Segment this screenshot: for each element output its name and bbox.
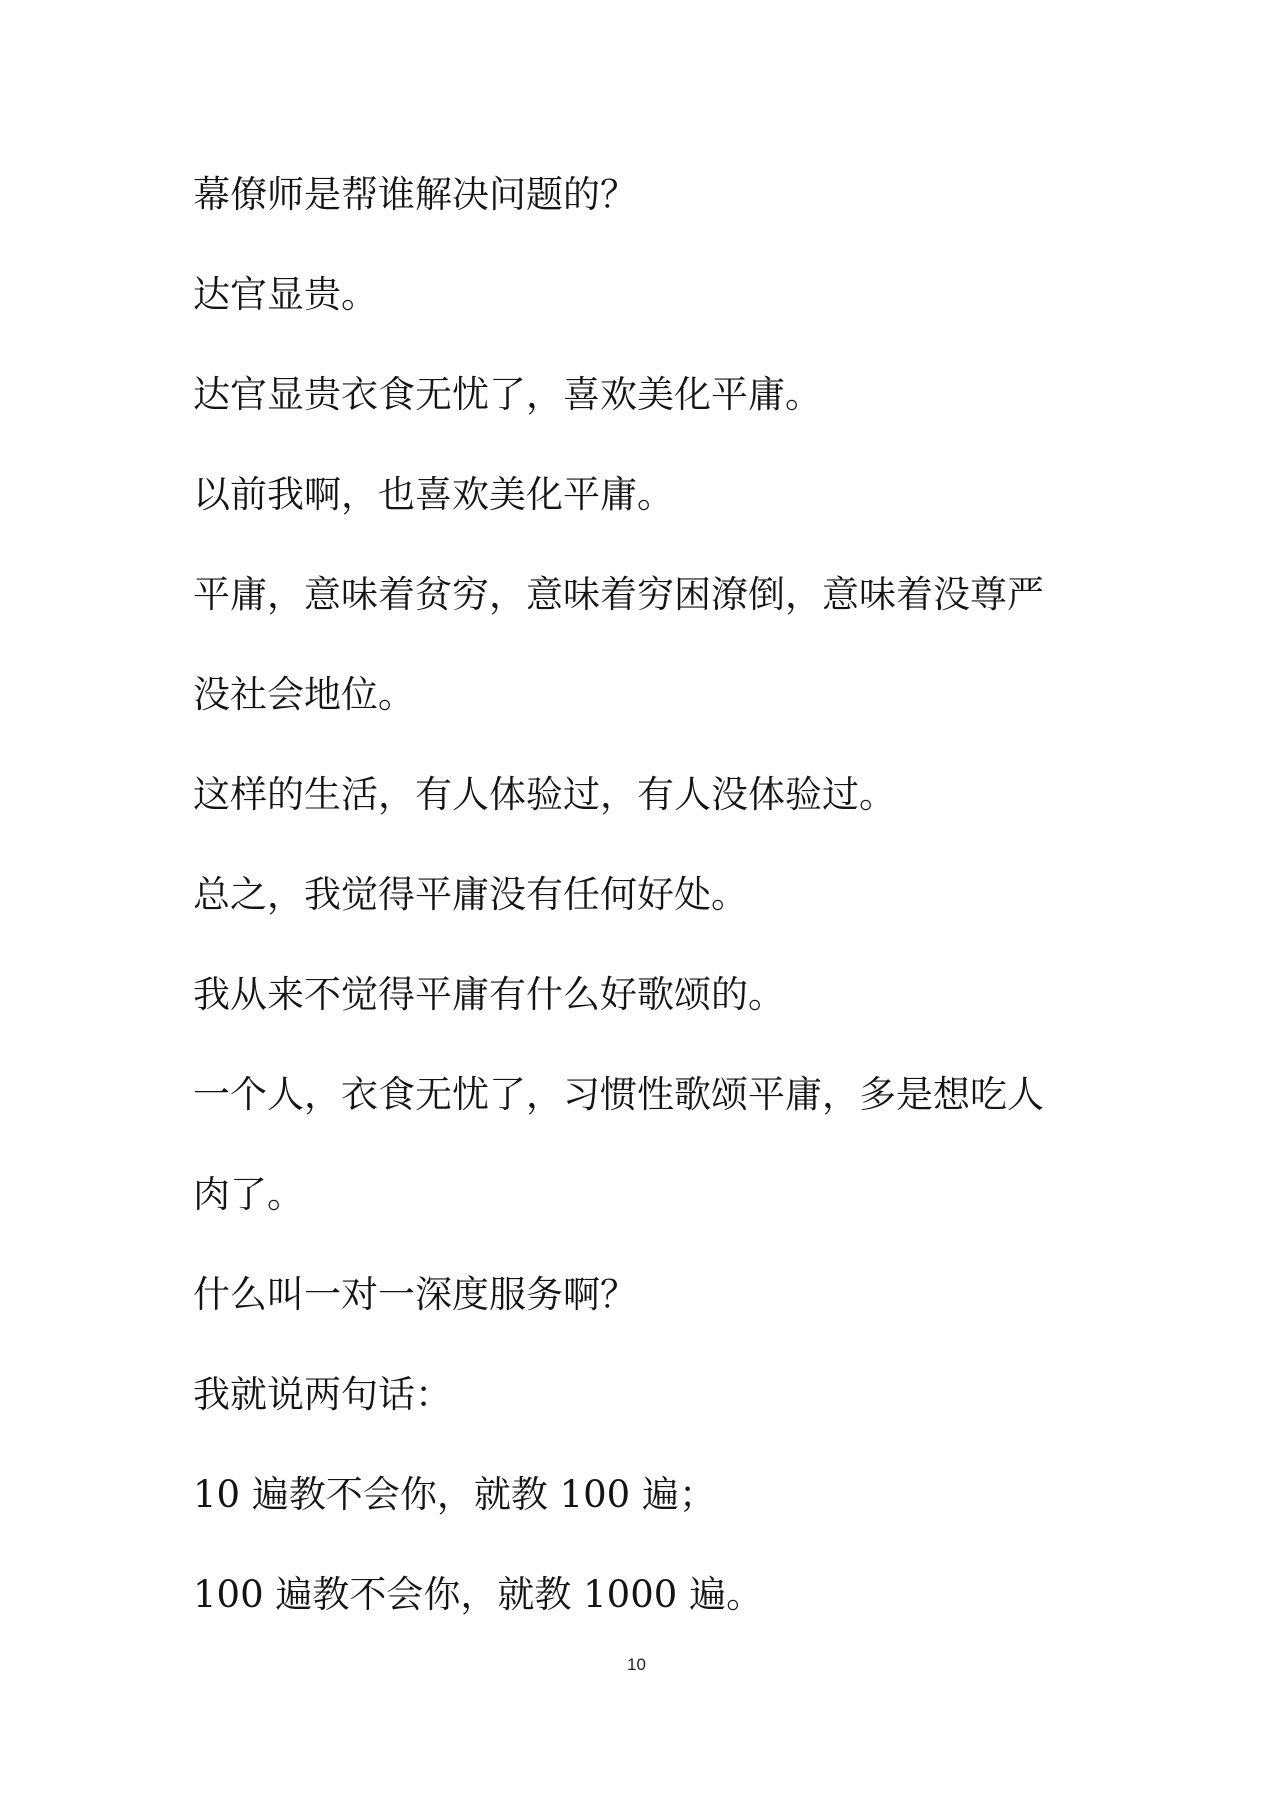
text-line: 平庸，意味着贫穷，意味着穷困潦倒，意味着没尊严 bbox=[193, 573, 1044, 616]
body-text bbox=[193, 172, 1093, 1672]
text-line: 我就说两句话： bbox=[193, 1373, 452, 1416]
text-line: 我从来不觉得平庸有什么好歌颂的。 bbox=[193, 973, 785, 1016]
text-line: 这样的生活，有人体验过，有人没体验过。 bbox=[193, 773, 896, 816]
page-number: 10 bbox=[627, 1655, 646, 1674]
text-line: 肉了。 bbox=[193, 1173, 304, 1216]
text-line: 一个人，衣食无忧了，习惯性歌颂平庸，多是想吃人 bbox=[193, 1073, 1044, 1116]
text-line: 达官显贵衣食无忧了，喜欢美化平庸。 bbox=[193, 373, 822, 416]
text-line: 10 遍教不会你，就教 100 遍； bbox=[193, 1473, 716, 1516]
text-line: 100 遍教不会你，就教 1000 遍。 bbox=[193, 1573, 764, 1616]
text-line: 总之，我觉得平庸没有任何好处。 bbox=[193, 873, 748, 916]
text-line: 以前我啊，也喜欢美化平庸。 bbox=[193, 473, 674, 516]
text-line: 幕僚师是帮谁解决问题的？ bbox=[193, 173, 637, 216]
text-line: 达官显贵。 bbox=[193, 273, 378, 316]
text-line: 什么叫一对一深度服务啊？ bbox=[193, 1273, 637, 1316]
text-line: 没社会地位。 bbox=[193, 673, 415, 716]
